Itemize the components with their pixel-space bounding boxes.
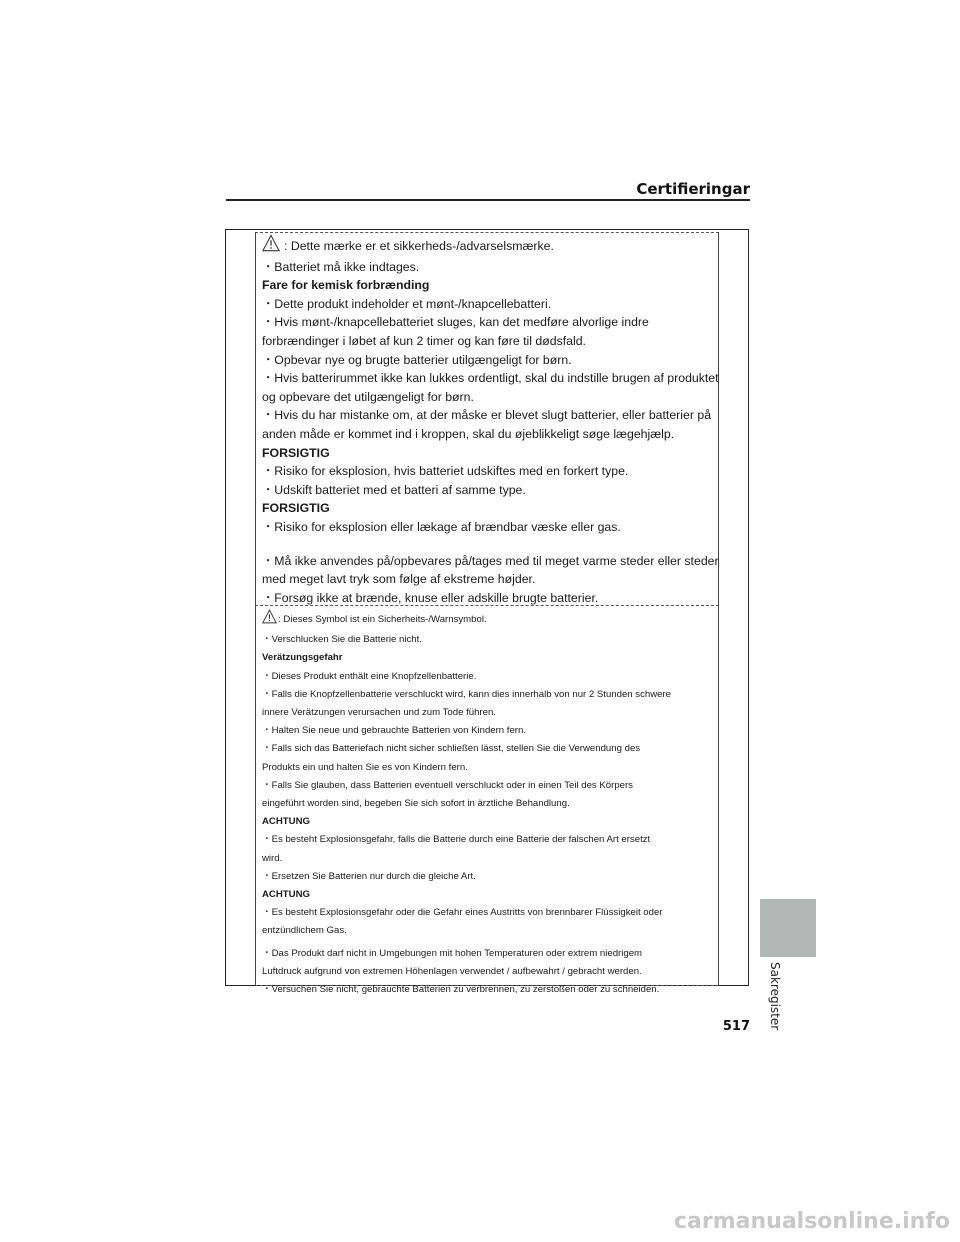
warning-line — [262, 850, 714, 868]
warning-line — [262, 777, 714, 795]
warning-line — [262, 351, 714, 370]
line-text: ・Hvis du har mistanke om, at der måske er blevet slugt batterier, eller batterier på — [262, 408, 712, 423]
line-text: ・Forsøg ikke at brænde, knuse eller adskille brugte batterier. — [262, 590, 599, 605]
warning-line — [262, 795, 714, 813]
line-text: ・Falls Sie glauben, dass Batterien eventuell verschluckt oder in einen Teil des Körpers — [262, 779, 633, 791]
danish-warning-text — [262, 234, 719, 607]
line-text: anden måde er kommet ind i kroppen, skal du øjeblikkeligt søge lægehjælp. — [262, 426, 675, 441]
line-text: ・Må ikke anvendes på/opbevares på/tages med til meget varme steder eller steder — [262, 553, 719, 568]
line-text: ・Risiko for eksplosion eller lækage af brændbar væske eller gas. — [262, 519, 621, 534]
line-text: ・Versuchen Sie nicht, gebrauchte Batterien zu verbrennen, zu zerstoßen oder zu schneiden. — [262, 984, 660, 996]
line-text: wird. — [262, 852, 283, 864]
line-text: ・Halten Sie neue und gebrauchte Batterien von Kindern fern. — [262, 725, 527, 737]
warning-line — [262, 406, 714, 425]
warning-line — [262, 904, 714, 922]
warning-line — [262, 759, 714, 777]
warning-line — [262, 963, 714, 981]
warning-line — [262, 332, 714, 351]
line-text: ・Hvis mønt-/knapcellebatteriet sluges, kan det medføre alvorlige indre — [262, 315, 649, 330]
warning-line — [262, 258, 714, 277]
line-text: ・Ersetzen Sie Batterien nur durch die gleiche Art. — [262, 870, 476, 882]
warning-heading — [262, 886, 714, 904]
warning-line — [262, 552, 719, 571]
warning-line — [262, 462, 714, 481]
line-text: ・Falls sich das Batteriefach nicht sicher schließen lässt, stellen Sie die Verwendung des — [262, 743, 641, 755]
warning-line — [262, 922, 714, 940]
warning-line — [262, 234, 714, 258]
line-text: FORSIGTIG — [262, 445, 330, 460]
warning-line — [262, 425, 714, 444]
line-text: med meget lavt tryk som følge af ekstreme højder. — [262, 572, 536, 587]
line-text: : Dette mærke er et sikkerheds-/advarselsmærke. — [284, 239, 554, 253]
page-number: 517 — [722, 1019, 750, 1034]
warning-heading — [262, 499, 714, 518]
index-tab-label: Sakregister — [768, 962, 782, 1031]
page-section-title: Certifieringar — [636, 180, 750, 198]
line-text: innere Verätzungen verursachen und zum Tode führen. — [262, 707, 496, 719]
line-text: ・Falls die Knopfzellenbatterie verschluckt wird, kann dies innerhalb von nur 2 Stunden schwere — [262, 688, 672, 700]
index-tab — [760, 899, 816, 957]
warning-line — [262, 631, 714, 649]
line-text: ACHTUNG — [262, 816, 310, 828]
warning-line — [262, 704, 714, 722]
warning-line — [262, 945, 714, 963]
line-text: FORSIGTIG — [262, 501, 330, 516]
watermark: carmanualsonline.info — [674, 1209, 950, 1234]
german-warning-text — [262, 609, 714, 999]
line-text: eingeführt worden sind, begeben Sie sich sofort in ärztliche Behandlung. — [262, 798, 570, 810]
line-text: ・Es besteht Explosionsgefahr, falls die Batterie durch eine Batterie der falschen Art ersetzt — [262, 834, 651, 846]
warning-line — [262, 589, 714, 608]
warning-line — [262, 369, 719, 388]
line-text: ACHTUNG — [262, 889, 310, 901]
warning-line — [262, 668, 714, 686]
warning-line — [262, 831, 714, 849]
line-text: entzündlichem Gas. — [262, 925, 347, 937]
line-text: ・Verschlucken Sie die Batterie nicht. — [262, 634, 422, 646]
line-text: ・Es besteht Explosionsgefahr oder die Gefahr eines Austritts von brennbarer Flüssigkeit oder — [262, 907, 663, 919]
warning-heading — [262, 649, 714, 667]
line-text: og opbevare det utilgængeligt for børn. — [262, 389, 474, 404]
warning-line — [262, 609, 714, 631]
warning-heading — [262, 813, 714, 831]
warning-heading — [262, 444, 714, 463]
warning-line — [262, 481, 714, 500]
line-text: Verätzungsgefahr — [262, 652, 343, 664]
warning-triangle-icon — [262, 234, 280, 258]
warning-line — [262, 722, 714, 740]
warning-line — [262, 313, 714, 332]
line-text: ・Udskift batteriet med et batteri af samme type. — [262, 482, 526, 497]
line-text: Fare for kemisk forbrænding — [262, 278, 430, 293]
warning-triangle-icon — [262, 609, 277, 631]
warning-line — [262, 981, 714, 999]
line-text: ・Opbevar nye og brugte batterier utilgængeligt for børn. — [262, 352, 572, 367]
line-text: ・Risiko for eksplosion, hvis batteriet udskiftes med en forkert type. — [262, 464, 629, 479]
warning-line — [262, 388, 714, 407]
header-rule — [226, 199, 750, 201]
line-text: forbrændinger i løbet af kun 2 timer og kan føre til dødsfald. — [262, 333, 586, 348]
paragraph-gap — [262, 537, 714, 552]
line-text: ・Hvis batterirummet ikke kan lukkes ordentligt, skal du indstille brugen af produktet — [262, 371, 719, 386]
line-text: ・Das Produkt darf nicht in Umgebungen mit hohen Temperaturen oder extrem niedrigem — [262, 947, 643, 959]
line-text: ・Dieses Produkt enthält eine Knopfzellenbatterie. — [262, 670, 477, 682]
warning-line — [262, 868, 714, 886]
warning-line — [262, 740, 714, 758]
warning-line — [262, 686, 714, 704]
warning-line — [262, 570, 714, 589]
line-text: ・Batteriet må ikke indtages. — [262, 259, 420, 274]
line-text: Luftdruck aufgrund von extremen Höhenlagen verwendet / aufbewahrt / gebracht werden. — [262, 965, 642, 977]
line-text: ・Dette produkt indeholder et mønt-/knapcellebatteri. — [262, 296, 552, 311]
warning-line — [262, 518, 714, 537]
line-text: Produkts ein und halten Sie es von Kindern fern. — [262, 761, 468, 773]
line-text: : Dieses Symbol ist ein Sicherheits-/Warnsymbol. — [278, 614, 487, 625]
warning-line — [262, 295, 714, 314]
warning-heading — [262, 276, 714, 295]
